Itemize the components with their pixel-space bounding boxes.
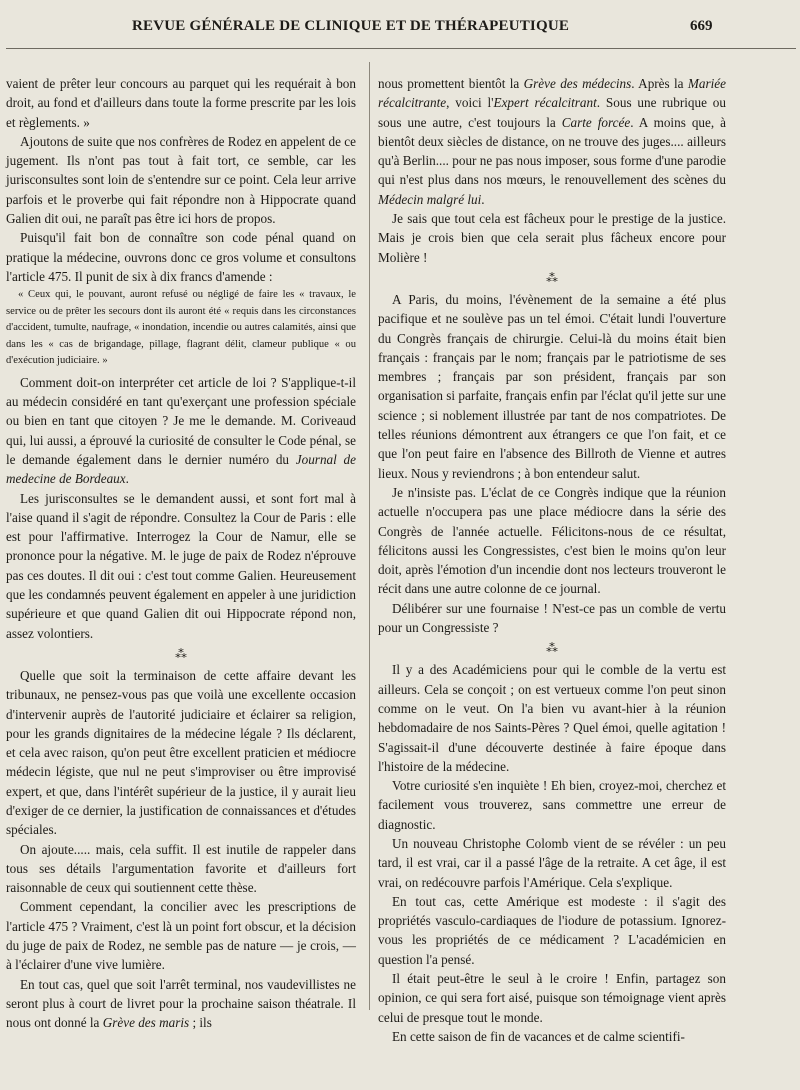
section-separator: [6, 646, 356, 662]
text-run: , voici l': [446, 95, 494, 111]
text-run: . Sous une rubrique ou sous une autre, c'est toujours la: [378, 95, 726, 130]
asterism: ⁂: [175, 646, 187, 661]
journal-title: REVUE GÉNÉRALE DE CLINIQUE ET DE THÉRAPEUTIQUE: [132, 18, 570, 34]
header-rule: [6, 48, 796, 49]
paragraph: Comment cependant, la concilier avec les prescriptions de l'article 475 ? Vraiment, c'est là un point fort obscur, et la décision du juge de paix de Rodez, ne semble pas de nature — je crois, — à l'éclairer d'une vive lumière.: [6, 899, 356, 973]
left-column: [6, 74, 356, 1033]
paragraph: Quelle que soit la terminaison de cette affaire devant les tribunaux, ne pensez-vous pas que voilà une excellente occasion d'intervenir auprès de l'autorité judiciaire et éclairer sa religion, pour les grands dignitaires de la médecine légale ? Ils déclarent, et cela avec raison, qu'on peut être excellent praticien et médiocre médecin légiste, que nul ne peut s'improviser ou être improvisé expert, et que, dans l'intérêt supérieur de la justice, il y aurait lieu d'exiger de ce dernier, la justification de connaissances et d'études spéciales.: [6, 667, 356, 838]
journal-name: Journal de medecine de Bordeaux: [6, 451, 356, 487]
paragraph: Les jurisconsultes se le demandent aussi, et sont fort mal à l'aise quand il s'agit de répondre. Consultez la Cour de Paris : elle est pour l'affirmative. Interrogez la Cour de Namur, elle se prononce pour la négative. M. le juge de paix de Rodez n'éprouve pas ces doutes. Il dit oui : c'est tout comme Galien. Heureusement que les condamnés peuvent également en appeler à une juridiction supérieure et que quand Galien dit oui Hippocrate répond non, assez volontiers.: [6, 490, 356, 641]
paragraph: En cette saison de fin de vacances et de calme scientifi-: [392, 1028, 685, 1044]
paragraph: Je n'insiste pas. L'éclat de ce Congrès indique que la réunion actuelle n'occupera pas une place médiocre dans la série des Congrès de l'année actuelle. Félicitons-nous de ce résultat, félicitons aussi les Congressistes, c'est bien le moins qu'on leur doit, après l'émotion d'un incendie dont nos lecteurs trouveront le récit dans une autre colonne de ce journal.: [378, 484, 726, 597]
text-run: En tout cas, quel que soit l'arrêt terminal, nos vaudevillistes ne seront plus à court de livret pour la prochaine saison théatrale. Il nous ont donné la: [6, 976, 356, 1031]
paragraph: Un nouveau Christophe Colomb vient de se révéler : un peu tard, il est vrai, car il a passé l'âge de la retraite. A cet âge, il est vrai, on redécouvre parfois l'Amérique. Cela s'explique.: [378, 835, 726, 890]
legal-quote: « Ceux qui, le pouvant, auront refusé ou négligé de faire les « travaux, le service ou de prêter les secours dont ils auront été « requis dans les circonstances d'accident, tumulte, naufrage, « inondation, incendie ou autres calamités, ainsi que dans les « cas de brigandage, pillage, flagrant délit, clameur publique « ou d'exécution judiciaire. »: [6, 289, 356, 367]
paragraph: Il y a des Académiciens pour qui le comble de la vertu est ailleurs. Cela se conçoit ; on est vertueux comme l'on peut sinon comme on le veut. On l'a bien vu avant-hier à la réunion hebdomadaire de nos Saints-Pères ? Quel émoi, quelle agitation ! S'agissait-il d'une découverte destinée à faire époque dans l'histoire de la médecine.: [378, 662, 726, 774]
paragraph: Ajoutons de suite que nos confrères de Rodez en appelent de ce jugement. Ils n'ont pas tout à fait tort, ce semble, car les jurisconsultes sont loin de s'entendre sur ce point. Cela leur arrive parfois et le proverbe qui fait répondre non à Hippocrate quand Galien dit oui, ne paraît pas être ici hors de propos.: [6, 133, 356, 227]
paragraph: vaient de prêter leur concours au parquet qui les requérait à bon droit, au fond et d'ailleurs dans toute la forme prescrite par les lois et règlements. »: [6, 76, 356, 130]
paragraph: Il était peut-être le seul à le croire ! Enfin, partagez son opinion, ce qui sera fort aisé, puisque son témoignage vient après celui de presque tout le monde.: [378, 971, 726, 1025]
section-separator: [378, 640, 726, 656]
column-divider: [369, 62, 370, 1010]
play-title: Médecin malgré lui: [378, 191, 482, 207]
paragraph: [378, 74, 726, 209]
text-run: nous promettent bientôt la: [378, 76, 524, 91]
asterism: ⁂: [546, 270, 558, 285]
running-head: [0, 18, 800, 40]
paragraph: Je sais que tout cela est fâcheux pour le prestige de la justice. Mais je crois bien que cela serait plus fâcheux encore pour Molière !: [378, 211, 726, 265]
text-run: . A moins que, à bientôt deux siècles de distance, on ne trouve des juges.... ailleurs qu'à Berlin.... pour ne pas nous imposer, sous forme d'une parodie qui n'est plus dans nos mœurs, le renouvellement des scènes du: [378, 114, 727, 188]
text-run: .: [125, 471, 129, 487]
paragraph: En tout cas, cette Amérique est modeste : il s'agit des propriétés vasculo-cardiaques de l'iodure de potassium. Ignorez-vous les propriétés de ce médicament ? L'académicien en question l'a pensé.: [378, 893, 726, 967]
text-run: Comment doit-on interpréter cet article de loi ? S'applique-t-il au médecin considéré en tant qu'exerçant une profession spéciale ou bien en tant que citoyen ? Je me le demande. M. Coriveaud qui, lui aussi, a éprouvé la curiosité de consulter le Code pénal, se le demande également dans le dernier numéro du: [6, 374, 356, 467]
paragraph: [6, 975, 356, 1033]
paragraph: On ajoute..... mais, cela suffit. Il est inutile de rappeler dans tous ses détails l'argumentation favorite et d'ailleurs fort raisonnable de ceux qui soutiennent cette thèse.: [6, 841, 356, 896]
play-title: Expert récalcitrant: [493, 95, 597, 111]
play-title: Carte forcée: [561, 114, 631, 130]
text-run: .: [481, 191, 485, 207]
text-run: ; ils: [189, 1015, 212, 1031]
right-column: [378, 74, 726, 1046]
play-title: Mariée récalcitrante: [378, 76, 726, 111]
paragraph: Puisqu'il fait bon de connaître son code pénal quand on pratique la médecine, ouvrons donc ce gros volume et consultons l'article 475. Il punit de six à dix francs d'amende :: [6, 230, 356, 284]
play-title: Grève des maris: [102, 1015, 190, 1031]
paragraph: Votre curiosité s'en inquiète ! Eh bien, croyez-moi, cherchez et facilement vous trouverez, sans commettre une erreur de diagnostic.: [378, 778, 726, 832]
paragraph: Délibérer sur une fournaise ! N'est-ce pas un comble de vertu pour un Congressiste ?: [378, 600, 726, 636]
section-separator: [378, 270, 726, 286]
asterism: ⁂: [546, 641, 558, 656]
text-run: . Après la: [631, 76, 688, 91]
paragraph: [6, 373, 356, 489]
page-number: 669: [690, 18, 713, 34]
paragraph: A Paris, du moins, l'évènement de la semaine a été plus pacifique et ne soulève pas un tel émoi. C'était lundi l'ouverture du Congrès français de chirurgie. Celui-là du moins était bien français : français par le nom; français par le patriotisme de ses membres ; français par son président, français par son organisation si parfaite, français enfin par l'éclat qu'il jette sur une science ; si noblement illustrée par tant de nos compatriotes. De telles réunions démontrent aux étrangers ce que l'on fait, et ce que l'on peut faire en l'absence des Billroth de Vienne et autres lieux. Nous y reviendrons ; à bon entendeur salut.: [378, 291, 726, 481]
play-title: Grève des médecins: [523, 76, 632, 91]
